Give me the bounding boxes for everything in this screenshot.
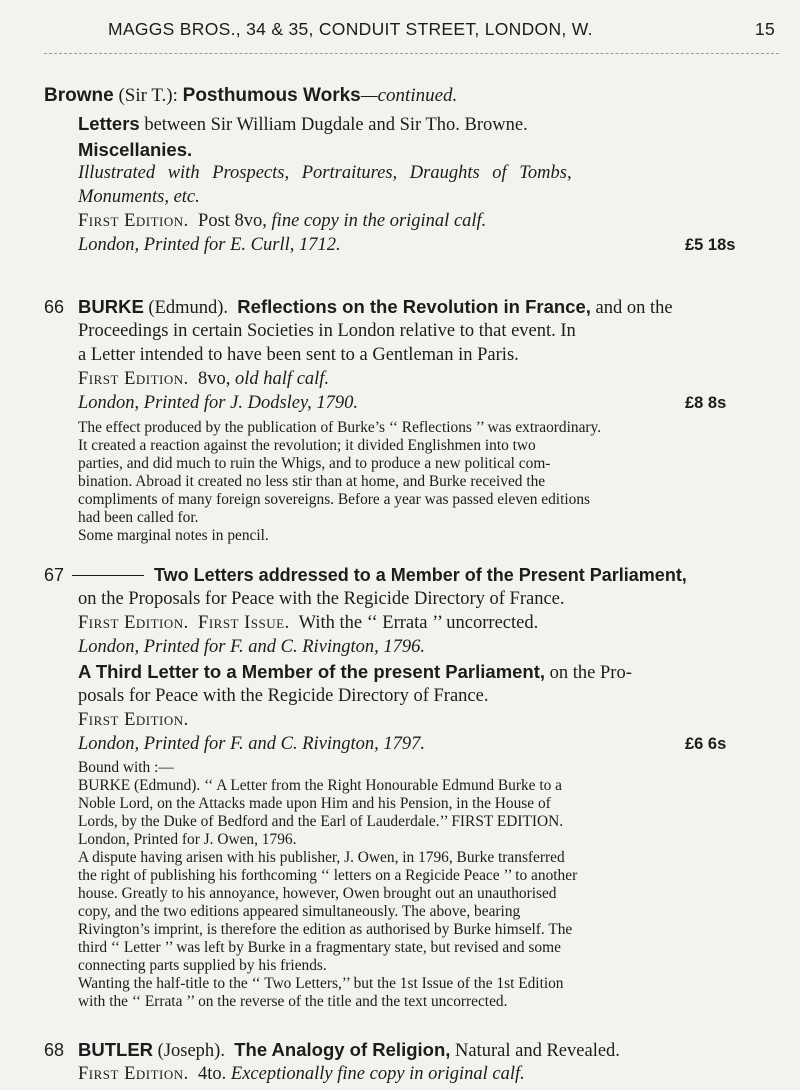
lot-67-note-line: A dispute having arisen with his publisher, J. Owen, in 1796, Burke transferred xyxy=(78,849,565,866)
lot-67-note-line: copy, and the two editions appeared simultaneously. The above, bearing xyxy=(78,903,521,920)
lot-67-note-line: connecting parts supplied by his friends. xyxy=(78,957,327,974)
lot-66-note2: Some marginal notes in pencil. xyxy=(78,527,269,544)
browne-title: Posthumous Works xyxy=(182,85,361,106)
header-text: MAGGS BROS., 34 & 35, CONDUIT STREET, LONDON, W. xyxy=(108,19,593,39)
lot-67-title2-cont: posals for Peace with the Regicide Directory of France. xyxy=(78,686,489,706)
lot-66-note-line: bination. Abroad it created no less stir than at home, and Burke received the xyxy=(78,473,546,490)
lot-67-note-line: third ‘‘ Letter ’’ was left by Burke in a fragmentary state, but revised and some xyxy=(78,939,561,956)
lot-67-title1-cont: on the Proposals for Peace with the Regicide Directory of France. xyxy=(78,589,565,609)
browne-heading xyxy=(44,86,457,106)
lot-67-bound-with: Bound with :— xyxy=(78,759,174,776)
lot-67-note-line: Noble Lord, on the Attacks made upon Him and his Pension, in the House of xyxy=(78,795,551,812)
lot-66-note-line: had been called for. xyxy=(78,509,199,526)
lot-66-note-line: It created a reaction against the revolution; it divided Englishmen into two xyxy=(78,437,536,454)
lot-67-note-line: the right of publishing his forthcoming ‘‘ letters on a Regicide Peace ’’ to another xyxy=(78,867,578,884)
lot-67-note-line: Rivington’s imprint, is therefore the edition as authorised by Burke himself. The xyxy=(78,921,573,938)
lot-66-imprint: London, Printed for J. Dodsley, 1790. xyxy=(78,393,359,413)
browne-edition-line: First Edition. Post 8vo, fine copy in the original calf. xyxy=(78,211,487,231)
lot-66-note-line: The effect produced by the publication of Burke’s ‘‘ Reflections ’’ was extraordinary. xyxy=(78,419,602,436)
lot-67-price: £6 6s xyxy=(685,735,727,753)
lot-67-note-line: Wanting the half-title to the ‘‘ Two Letters,’’ but the 1st Issue of the 1st Edition xyxy=(78,975,564,992)
lot-66-heading: BURKE (Edmund). Reflections on the Revolution in France, and on the xyxy=(78,296,673,318)
lot-66-number: 66 xyxy=(44,297,65,317)
lot-67-title1: Two Letters addressed to a Member of the Present Parliament, xyxy=(154,565,687,585)
lot-67-title2: A Third Letter to a Member of the present Parliament, on the Pro- xyxy=(78,661,632,683)
browne-author: Browne xyxy=(44,85,114,106)
lot-67-edition2: First Edition. xyxy=(78,710,189,730)
lot-67-note-line: BURKE (Edmund). ‘‘ A Letter from the Right Honourable Edmund Burke to a xyxy=(78,777,562,794)
lot-66-line2: Proceedings in certain Societies in London relative to that event. In xyxy=(78,321,576,341)
browne-sub-line2: Monuments, etc. xyxy=(78,187,200,207)
lot-67-dash xyxy=(72,575,144,576)
lot-67-note-line: Lords, by the Duke of Bedford and the Earl of Lauderdale.’’ FIRST EDITION. xyxy=(78,813,564,830)
browne-sub-line1: Illustrated with Prospects, Portraitures, Draughts of Tombs, xyxy=(78,163,572,183)
lot-68-heading: BUTLER (Joseph). The Analogy of Religion, Natural and Revealed. xyxy=(78,1039,620,1061)
browne-price: £5 18s xyxy=(685,236,736,254)
page-number: 15 xyxy=(754,19,775,39)
lot-66-note-line: compliments of many foreign sovereigns. Before a year was passed eleven editions xyxy=(78,491,591,508)
header-rule xyxy=(44,53,779,54)
lot-67-note-line: London, Printed for J. Owen, 1796. xyxy=(78,831,297,848)
lot-67-number: 67 xyxy=(44,565,65,585)
browne-name: (Sir T.): xyxy=(118,85,178,106)
lot-67-imprint2: London, Printed for F. and C. Rivington, 1797. xyxy=(78,734,426,754)
page-header xyxy=(108,19,775,40)
lot-66-edition-line: First Edition. 8vo, old half calf. xyxy=(78,369,330,389)
lot-67-imprint1: London, Printed for F. and C. Rivington, 1796. xyxy=(78,637,426,657)
browne-miscellanies-heading: Miscellanies. xyxy=(78,139,193,160)
lot-67-edition1-line: First Edition. First Issue. With the ‘‘ Errata ’’ uncorrected. xyxy=(78,613,539,633)
lot-67-note-line: house. Greatly to his annoyance, however, Owen brought out an unauthorised xyxy=(78,885,557,902)
lot-67-note-line: with the ‘‘ Errata ’’ on the reverse of the title and the text uncorrected. xyxy=(78,993,508,1010)
lot-66-note-line: parties, and did much to ruin the Whigs, and to produce a new political com- xyxy=(78,455,551,472)
browne-continued: —continued. xyxy=(360,85,458,106)
browne-letters-title: Letters between Sir William Dugdale and Sir Tho. Browne. xyxy=(78,113,528,135)
browne-imprint: London, Printed for E. Curll, 1712. xyxy=(78,235,341,255)
lot-66-price: £8 8s xyxy=(685,394,727,412)
lot-68-number: 68 xyxy=(44,1040,65,1060)
lot-68-edition-line: First Edition. 4to. Exceptionally fine copy in original calf. xyxy=(78,1064,525,1084)
lot-66-line3: a Letter intended to have been sent to a Gentleman in Paris. xyxy=(78,345,519,365)
